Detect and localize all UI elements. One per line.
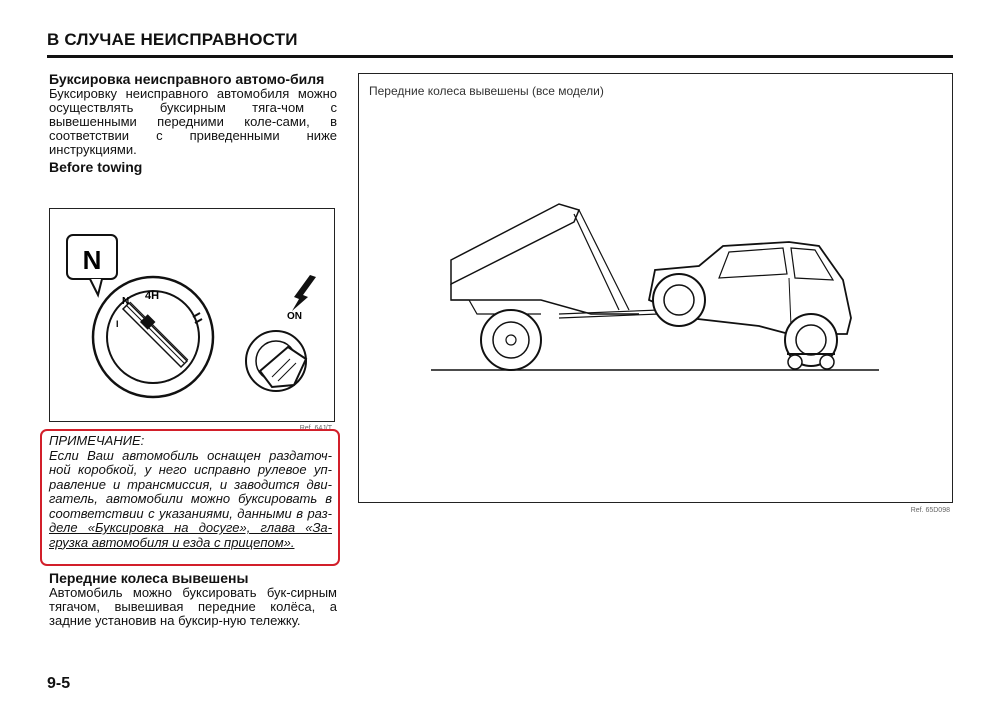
note-callout [40,429,340,566]
before-towing-label: Before towing [49,159,143,175]
car-window [719,248,787,278]
front-wheels-section [49,571,337,628]
page-number: 9-5 [47,675,71,692]
gear-label-n: N [122,296,130,307]
dolly-wheel [788,355,802,369]
truck-frame [451,300,541,314]
svg-text:I: I [116,319,119,329]
header-rule [47,55,953,58]
key-on-label: ON [287,311,302,322]
towing-section [49,72,337,175]
towing-section-title: Буксировка неисправного автомо-биля [49,71,325,87]
front-wheels-title: Передние колеса вывешены [49,570,249,586]
tow-truck-figure [358,73,953,514]
truck-boom [451,204,579,284]
section-header: В СЛУЧАЕ НЕИСПРАВНОСТИ [47,30,298,49]
tow-figure-caption: Передние колеса вывешены (все модели) [369,84,604,98]
key-arrow-icon [292,275,316,311]
transfer-selector-illustration [50,209,336,423]
selector-figure [49,208,335,432]
note-reference-link: деле «Буксировка на досуге», глава «За-грузка автомобиля и езда с прицепом». [49,520,332,550]
figure-ref-right: Ref. 65D098 [910,507,950,514]
note-body [49,449,332,551]
figure-ref-left: Ref. 64J/T [299,425,332,432]
tow-cable [574,214,619,310]
tow-cable-2 [579,210,629,310]
front-wheels-body: Автомобиль можно буксировать бук-сирным тягачом, вывешивая передние колёса, а задние установив на буксир-ную тележку. [49,585,337,628]
note-title: ПРИМЕЧАНИЕ: [49,433,145,448]
n-letter: N [82,245,102,275]
gear-label-4h: 4H [145,290,160,302]
tow-truck-illustration [359,74,954,504]
truck-body [451,284,639,314]
dolly-wheel [820,355,834,369]
note-body-text: Если Ваш автомобиль оснащен раздаточ-ной коробкой, у него исправно рулевое уп-равление и трансмиссия, и заводится дви-гатель, автомобили можно буксировать в соответствии с указаниями, данными в раз- [49,447,332,521]
n-callout-pointer [90,279,102,295]
towing-section-body: Буксировку неисправного автомобиля можно осуществлять буксирным тяга-чом с вывешенными передними коле-сами, в соответствии с приведенными ниже инструкциями. [49,86,337,157]
